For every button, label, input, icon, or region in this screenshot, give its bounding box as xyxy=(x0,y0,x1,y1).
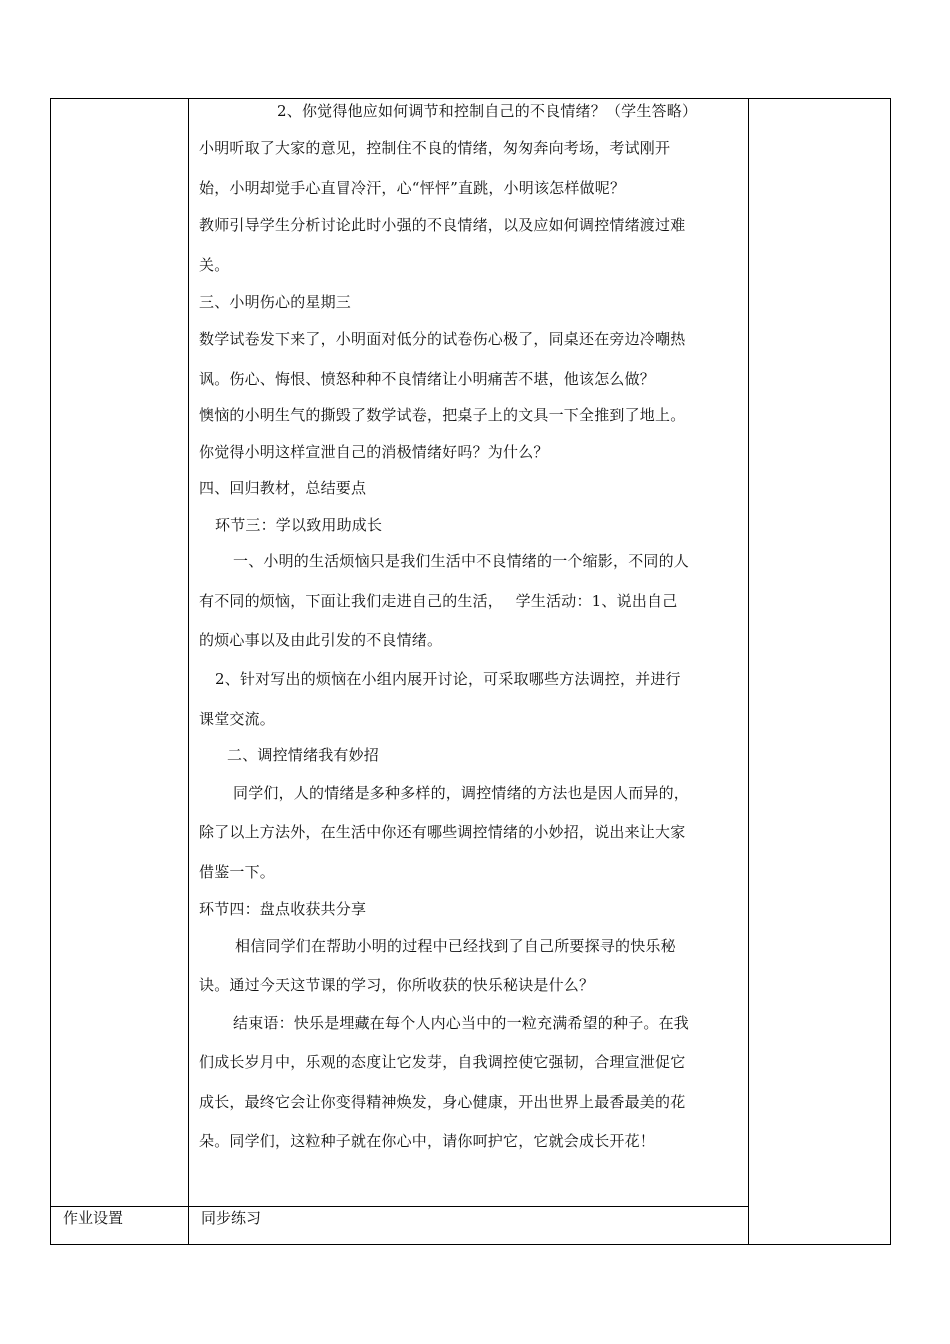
section-heading: 四、回归教材，总结要点 xyxy=(199,479,367,497)
content-line: 结束语：快乐是埋藏在每个人内心当中的一粒充满希望的种子。在我 xyxy=(233,1014,690,1032)
content-line: 关。 xyxy=(199,256,230,274)
content-line: 借鉴一下。 xyxy=(199,863,276,881)
content-line: 2、你觉得他应如何调节和控制自己的不良情绪？（学生答略） xyxy=(277,102,698,120)
row-divider-homework xyxy=(51,1206,748,1207)
content-line: 数学试卷发下来了，小明面对低分的试卷伤心极了，同桌还在旁边冷嘲热 xyxy=(199,330,686,348)
content-line: 成长，最终它会让你变得精神焕发，身心健康，开出世界上最香最美的花 xyxy=(199,1093,686,1111)
content-line: 2、针对写出的烦恼在小组内展开讨论，可采取哪些方法调控，并进行 xyxy=(215,670,681,688)
content-line: 一、小明的生活烦恼只是我们生活中不良情绪的一个缩影，不同的人 xyxy=(233,552,690,570)
content-line: 除了以上方法外，在生活中你还有哪些调控情绪的小妙招，说出来让大家 xyxy=(199,823,686,841)
column-divider-left xyxy=(188,99,189,1244)
content-line: 们成长岁月中，乐观的态度让它发芽，自我调控使它强韧，合理宣泄促它 xyxy=(199,1053,686,1071)
content-line: 诀。通过今天这节课的学习，你所收获的快乐秘诀是什么？ xyxy=(199,976,595,994)
content-line: 课堂交流。 xyxy=(199,710,276,728)
content-line: 你觉得小明这样宣泄自己的消极情绪好吗？为什么？ xyxy=(199,443,549,461)
content-line: 教师引导学生分析讨论此时小强的不良情绪，以及应如何调控情绪渡过难 xyxy=(199,216,686,234)
lesson-plan-table xyxy=(50,98,891,1245)
content-line: 朵。同学们，这粒种子就在你心中，请你呵护它，它就会成长开花！ xyxy=(199,1132,656,1150)
content-line: 相信同学们在帮助小明的过程中已经找到了自己所要探寻的快乐秘 xyxy=(235,937,676,955)
homework-value: 同步练习 xyxy=(201,1209,262,1227)
content-line: 讽。伤心、悔恨、愤怒种种不良情绪让小明痛苦不堪，他该怎么做？ xyxy=(199,370,656,388)
section-heading: 环节三：学以致用助成长 xyxy=(215,516,383,534)
section-heading: 环节四：盘点收获共分享 xyxy=(199,900,367,918)
column-divider-right xyxy=(748,99,749,1244)
content-line: 有不同的烦恼，下面让我们走进自己的生活， 学生活动：1、说出自己 xyxy=(199,592,678,610)
content-line: 小明听取了大家的意见，控制住不良的情绪，匆匆奔向考场，考试刚开 xyxy=(199,139,671,157)
section-heading: 二、调控情绪我有妙招 xyxy=(227,746,380,764)
section-heading: 三、小明伤心的星期三 xyxy=(199,293,352,311)
homework-label: 作业设置 xyxy=(63,1209,124,1227)
content-line: 的烦心事以及由此引发的不良情绪。 xyxy=(199,631,443,649)
content-line: 同学们，人的情绪是多种多样的，调控情绪的方法也是因人而异的， xyxy=(233,784,690,802)
content-line: 懊恼的小明生气的撕毁了数学试卷，把桌子上的文具一下全推到了地上。 xyxy=(199,406,686,424)
content-line: 始，小明却觉手心直冒冷汗，心“怦怦”直跳，小明该怎样做呢？ xyxy=(199,179,626,197)
